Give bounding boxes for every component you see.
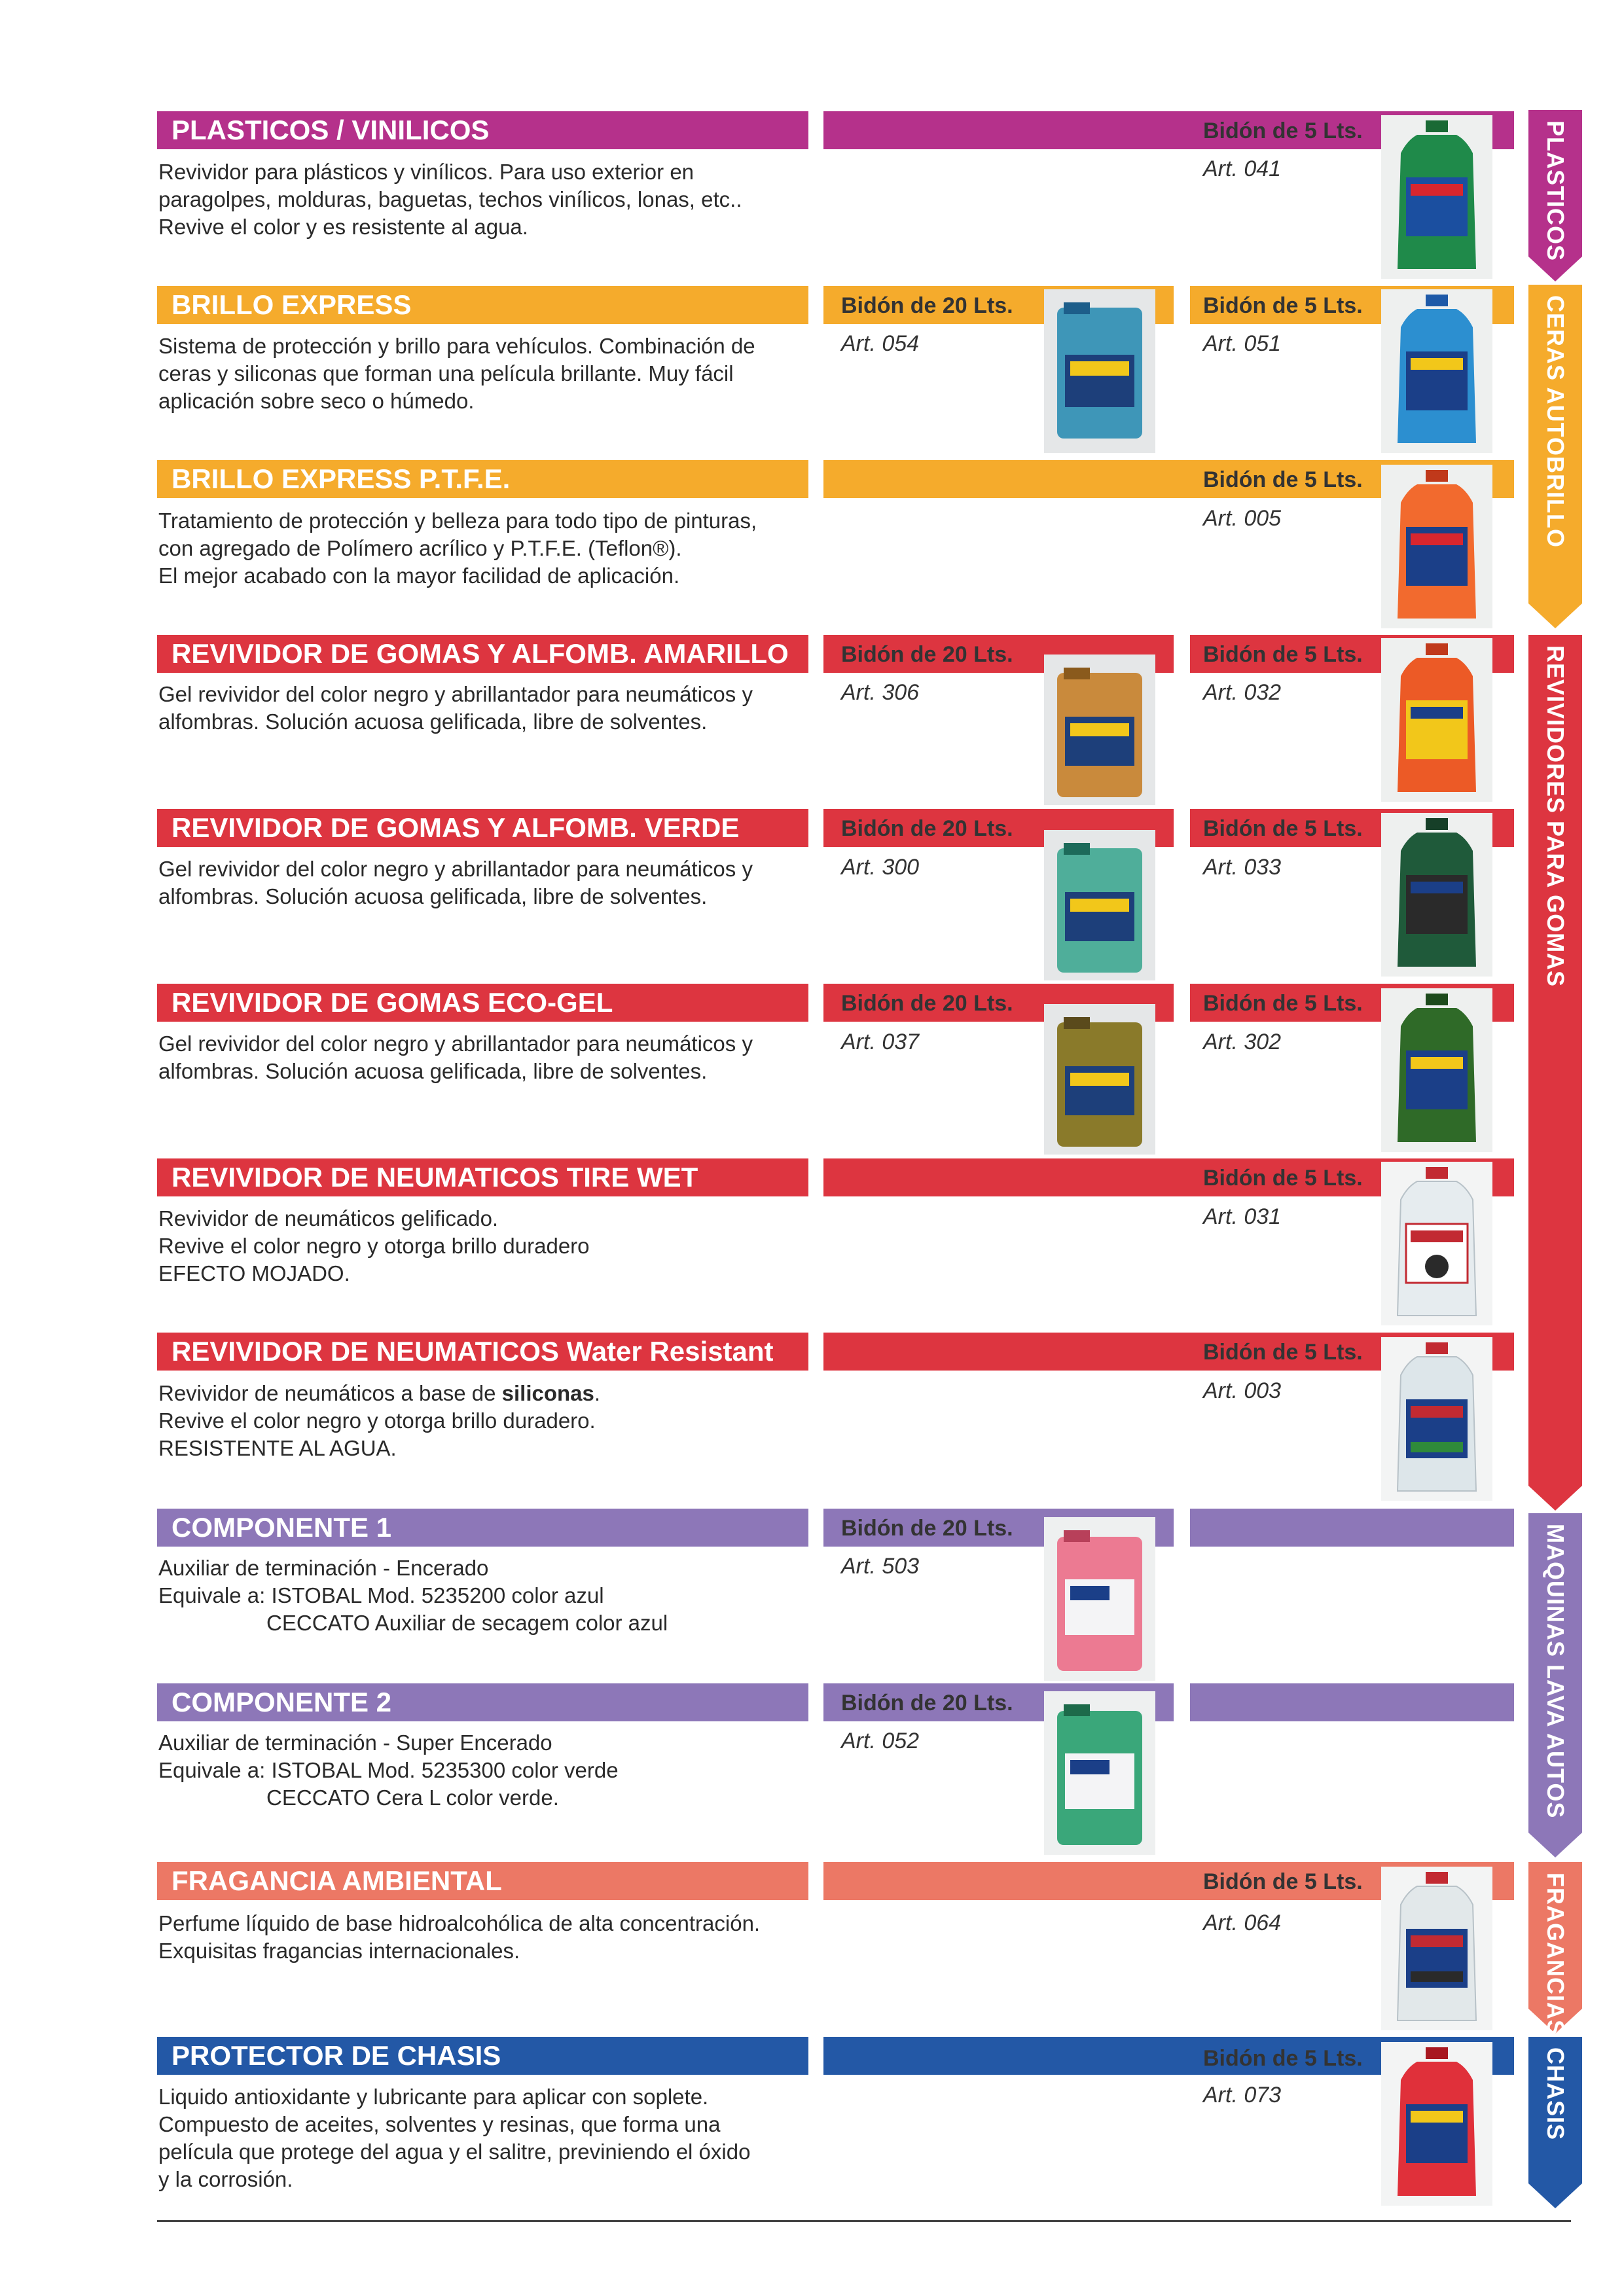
bidon-5-label: Bidón de 5 Lts. bbox=[1203, 2046, 1363, 2071]
product-description: Auxiliar de terminación - Encerado Equivale a: ISTOBAL Mod. 5235200 color azul CECCATO Auxiliar de secagem color azul bbox=[158, 1556, 668, 1635]
category-label-revividores: REVIVIDORES PARA GOMAS bbox=[1542, 645, 1569, 988]
art-number: Art. 033 bbox=[1203, 855, 1282, 880]
product-title-bar: REVIVIDOR DE GOMAS Y ALFOMB. AMARILLO bbox=[157, 635, 808, 673]
art-number: Art. 051 bbox=[1203, 331, 1282, 356]
product-drum-image bbox=[1044, 830, 1155, 980]
bottom-divider bbox=[157, 2220, 1571, 2222]
product-description: Gel revividor del color negro y abrillantador para neumáticos y alfombras. Solución acuosa gelificada, libre de solventes. bbox=[158, 682, 753, 734]
product-bottle-image bbox=[1381, 289, 1492, 453]
product-bottle-image bbox=[1381, 813, 1492, 977]
bidon-20-label: Bidón de 20 Lts. bbox=[841, 642, 1013, 667]
product-description: Gel revividor del color negro y abrillantador para neumáticos y alfombras. Solución acuosa gelificada, libre de solventes. bbox=[158, 857, 753, 908]
product-title-bar: BRILLO EXPRESS P.T.F.E. bbox=[157, 460, 808, 498]
product-title-bar: REVIVIDOR DE NEUMATICOS Water Resistant bbox=[157, 1333, 808, 1371]
bidon-5-label: Bidón de 5 Lts. bbox=[1203, 293, 1363, 318]
product-drum-image bbox=[1044, 1691, 1155, 1855]
product-title-bar: BRILLO EXPRESS bbox=[157, 286, 808, 324]
product-bottle-image bbox=[1381, 1867, 1492, 2030]
bidon-20-label: Bidón de 20 Lts. bbox=[841, 293, 1013, 318]
product-title-bar: COMPONENTE 2 bbox=[157, 1683, 808, 1721]
art-number: Art. 306 bbox=[841, 680, 920, 705]
category-label-fragancias: FRAGANCIAS bbox=[1542, 1873, 1569, 2036]
art-number: Art. 037 bbox=[841, 1030, 920, 1054]
product-description: Liquido antioxidante y lubricante para aplicar con soplete. Compuesto de aceites, solventes y resinas, que forma una película que protege del agua y el salitre, previniendo el óxido y la corrosión. bbox=[158, 2085, 751, 2191]
product-description: Perfume líquido de base hidroalcohólica de alta concentración. Exquisitas fragancias internacionales. bbox=[158, 1911, 761, 1963]
art-number: Art. 032 bbox=[1203, 680, 1282, 705]
product-bottle-image bbox=[1381, 638, 1492, 802]
product-bottle-image bbox=[1381, 2042, 1492, 2206]
product-title-bar: COMPONENTE 1 bbox=[157, 1509, 808, 1547]
product-description: Auxiliar de terminación - Super Encerado Equivale a: ISTOBAL Mod. 5235300 color verde CECCATO Cera L color verde. bbox=[158, 1731, 619, 1810]
product-description: Revividor de neumáticos a base de siliconas. Revive el color negro y otorga brillo duradero. RESISTENTE AL AGUA. bbox=[158, 1381, 601, 1460]
bidon-20-label: Bidón de 20 Lts. bbox=[841, 816, 1013, 841]
product-description: Revividor de neumáticos gelificado. Revive el color negro y otorga brillo duradero EFECTO MOJADO. bbox=[158, 1206, 590, 1285]
bidon-20-label: Bidón de 20 Lts. bbox=[841, 1516, 1013, 1541]
art-number: Art. 005 bbox=[1203, 506, 1282, 531]
product-description: Tratamiento de protección y belleza para todo tipo de pinturas, con agregado de Polímero acrílico y P.T.F.E. (Teflon®). El mejor acabado con la mayor facilidad de aplicación. bbox=[158, 509, 757, 588]
bidon-5-label: Bidón de 5 Lts. bbox=[1203, 642, 1363, 667]
product-drum-image bbox=[1044, 655, 1155, 805]
category-label-plasticos: PLASTICOS bbox=[1542, 120, 1569, 262]
art-number: Art. 041 bbox=[1203, 156, 1282, 181]
category-label-chasis: CHASIS bbox=[1542, 2047, 1569, 2141]
product-title-bar: REVIVIDOR DE GOMAS Y ALFOMB. VERDE bbox=[157, 809, 808, 847]
product-description: Revividor para plásticos y vinílicos. Para uso exterior en paragolpes, molduras, baguetas, techos vinílicos, lonas, etc.. Revive el color y es resistente al agua. bbox=[158, 160, 742, 239]
product-bottle-image bbox=[1381, 115, 1492, 279]
art-number: Art. 503 bbox=[841, 1554, 920, 1579]
product-price-bar bbox=[1190, 1683, 1514, 1721]
bidon-5-label: Bidón de 5 Lts. bbox=[1203, 467, 1363, 492]
product-bottle-image bbox=[1381, 465, 1492, 628]
category-label-ceras: CERAS AUTOBRILLO bbox=[1542, 295, 1569, 548]
product-title-bar: PLASTICOS / VINILICOS bbox=[157, 111, 808, 149]
art-number: Art. 052 bbox=[841, 1729, 920, 1753]
product-title-bar: PROTECTOR DE CHASIS bbox=[157, 2037, 808, 2075]
art-number: Art. 064 bbox=[1203, 1910, 1282, 1935]
bidon-5-label: Bidón de 5 Lts. bbox=[1203, 991, 1363, 1016]
product-title-bar: FRAGANCIA AMBIENTAL bbox=[157, 1862, 808, 1900]
art-number: Art. 073 bbox=[1203, 2083, 1282, 2108]
product-description: Gel revividor del color negro y abrillantador para neumáticos y alfombras. Solución acuosa gelificada, libre de solventes. bbox=[158, 1031, 753, 1083]
bidon-5-label: Bidón de 5 Lts. bbox=[1203, 1340, 1363, 1365]
product-bottle-image bbox=[1381, 1337, 1492, 1501]
product-drum-image bbox=[1044, 1004, 1155, 1155]
product-bottle-image bbox=[1381, 988, 1492, 1152]
bidon-5-label: Bidón de 5 Lts. bbox=[1203, 1166, 1363, 1191]
art-number: Art. 300 bbox=[841, 855, 920, 880]
product-price-bar bbox=[1190, 1509, 1514, 1547]
bidon-5-label: Bidón de 5 Lts. bbox=[1203, 1869, 1363, 1894]
product-drum-image bbox=[1044, 289, 1155, 453]
product-description: Sistema de protección y brillo para vehículos. Combinación de ceras y siliconas que forman una película brillante. Muy fácil aplicación sobre seco o húmedo. bbox=[158, 334, 755, 413]
art-number: Art. 031 bbox=[1203, 1204, 1282, 1229]
bidon-20-label: Bidón de 20 Lts. bbox=[841, 1691, 1013, 1715]
bidon-5-label: Bidón de 5 Lts. bbox=[1203, 118, 1363, 143]
bidon-5-label: Bidón de 5 Lts. bbox=[1203, 816, 1363, 841]
product-title-bar: REVIVIDOR DE NEUMATICOS TIRE WET bbox=[157, 1158, 808, 1196]
product-bottle-image bbox=[1381, 1162, 1492, 1325]
art-number: Art. 302 bbox=[1203, 1030, 1282, 1054]
bidon-20-label: Bidón de 20 Lts. bbox=[841, 991, 1013, 1016]
category-label-maquinas: MAQUINAS LAVA AUTOS bbox=[1542, 1524, 1569, 1819]
art-number: Art. 003 bbox=[1203, 1378, 1282, 1403]
product-title-bar: REVIVIDOR DE GOMAS ECO-GEL bbox=[157, 984, 808, 1022]
product-drum-image bbox=[1044, 1517, 1155, 1681]
art-number: Art. 054 bbox=[841, 331, 920, 356]
